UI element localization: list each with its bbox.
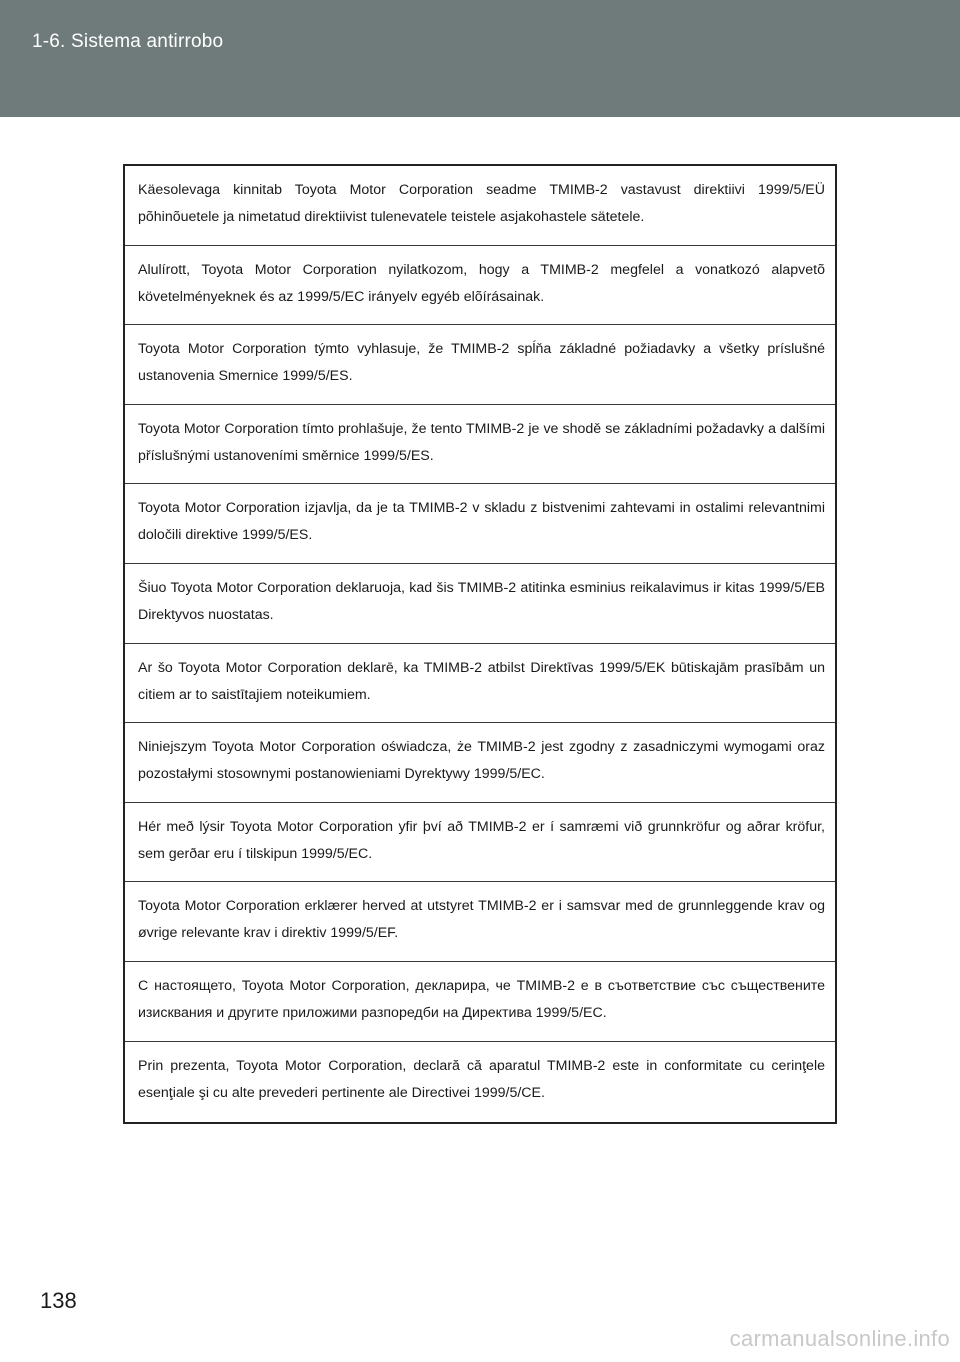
declaration-text: С настоящето, Toyota Motor Corporation, декларира, че TMIMB-2 е в съответствие със съществените изисквания и другите приложими разпоредби на Директива 1999/5/EC. [138, 977, 825, 1021]
declaration-row-czech [125, 405, 835, 485]
declaration-row-bulgarian [125, 962, 835, 1042]
declaration-text: Käesolevaga kinnitab Toyota Motor Corporation seadme TMIMB-2 vastavust direktiivi 1999/5/EÜ põhinõuetele ja nimetatud direktiivist tulenevatele teistele asjakohastele sätetele. [138, 182, 825, 225]
declaration-table [123, 164, 837, 1124]
declaration-row-lithuanian [125, 564, 835, 644]
declaration-text: Prin prezenta, Toyota Motor Corporation, declară că aparatul TMIMB-2 este in conformitate cu cerinţele esenţiale şi cu alte prevederi pertinente ale Directivei 1999/5/CE. [138, 1057, 825, 1101]
declaration-row-polish [125, 723, 835, 803]
declaration-text: Toyota Motor Corporation týmto vyhlasuje, že TMIMB-2 spĺňa základné požiadavky a všetky príslušné ustanovenia Smernice 1999/5/ES. [138, 341, 825, 385]
declaration-text: Toyota Motor Corporation erklærer herved at utstyret TMIMB-2 er i samsvar med de grunnleggende krav og øvrige relevante krav i direktiv 1999/5/EF. [138, 898, 825, 942]
declaration-row-romanian [125, 1042, 835, 1122]
declaration-row-estonian [125, 166, 835, 246]
declaration-row-slovenian [125, 484, 835, 564]
declaration-text: Hér með lýsir Toyota Motor Corporation yfir því að TMIMB-2 er í samræmi við grunnkröfur og aðrar kröfur, sem gerðar eru í tilskipun 1999/5/EC. [138, 818, 825, 862]
declaration-row-icelandic [125, 803, 835, 883]
section-title: 1-6. Sistema antirrobo [32, 31, 224, 52]
declaration-text: Šiuo Toyota Motor Corporation deklaruoja, kad šis TMIMB-2 atitinka esminius reikalavimus ir kitas 1999/5/EB Direktyvos nuostatas. [138, 579, 825, 623]
declaration-text: Alulírott, Toyota Motor Corporation nyilatkozom, hogy a TMIMB-2 megfelel a vonatkozó alapvetõ követelményeknek és az 1999/5/EC irányelv egyéb elõírásainak. [138, 261, 825, 305]
declaration-text: Toyota Motor Corporation tímto prohlašuje, že tento TMIMB-2 je ve shodě se základními požadavky a dalšími příslušnými ustanoveními směrnice 1999/5/ES. [138, 420, 825, 464]
declaration-row-norwegian [125, 882, 835, 962]
section-header-band [0, 0, 960, 117]
declaration-row-slovak [125, 325, 835, 405]
declaration-text: Niniejszym Toyota Motor Corporation oświadcza, że TMIMB-2 jest zgodny z zasadniczymi wymogami oraz pozostałymi stosownymi postanowieniami Dyrektywy 1999/5/EC. [138, 739, 825, 783]
declaration-row-hungarian [125, 246, 835, 326]
watermark: carmanualsonline.info [729, 1326, 950, 1351]
declaration-row-latvian [125, 644, 835, 724]
page-number: 138 [40, 1288, 77, 1313]
declaration-text: Ar šo Toyota Motor Corporation deklarē, ka TMIMB-2 atbilst Direktīvas 1999/5/EK būtiskajām prasībām un citiem ar to saistītajiem noteikumiem. [138, 659, 825, 703]
declaration-text: Toyota Motor Corporation izjavlja, da je ta TMIMB-2 v skladu z bistvenimi zahtevami in ostalimi relevantnimi določili direktive 1999/5/ES. [138, 500, 825, 544]
